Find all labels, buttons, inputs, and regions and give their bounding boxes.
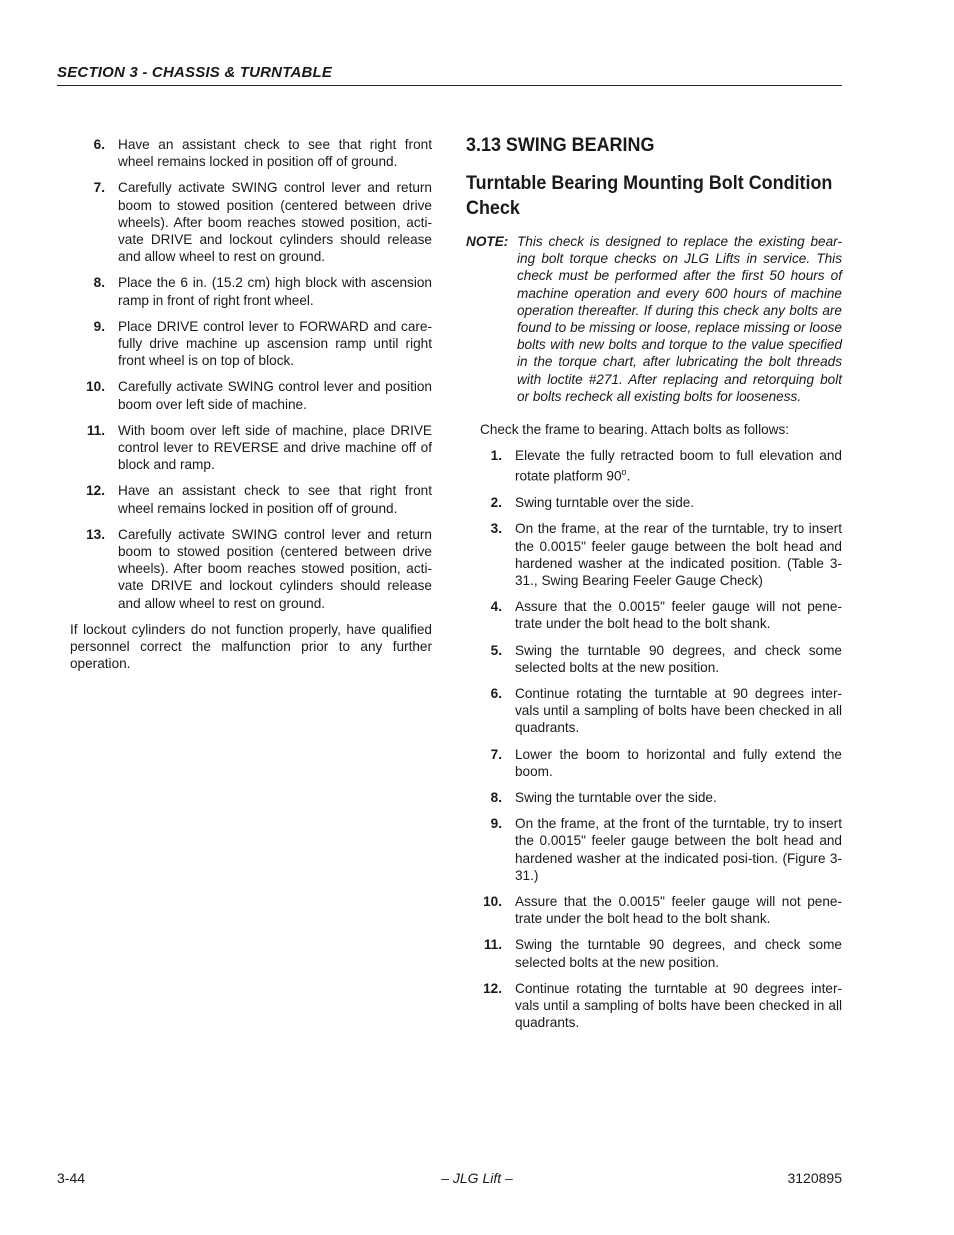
list-item <box>70 482 432 516</box>
step-number: 7. <box>490 746 502 762</box>
intro-text: Check the frame to bearing. Attach bolts as follows: <box>480 422 790 438</box>
page-number: 3-44 <box>57 1170 86 1186</box>
list-item <box>466 893 842 927</box>
step-number: 8. <box>93 275 105 291</box>
closing-paragraph: If lockout cylinders do not function properly, have qualified personnel correct the malfunction prior to any further operation. <box>70 621 432 672</box>
list-item <box>466 520 842 589</box>
step-text: Swing the turntable 90 degrees, and check some selected bolts at the new position. <box>515 937 842 970</box>
list-item <box>70 422 432 474</box>
step-text: Carefully activate SWING control lever and return boom to stowed position (centered between drive wheels). After boom reaches stowed position, acti-vate DRIVE and lockout cylinders should release and allow wheel to rest on ground. <box>118 180 432 265</box>
note-block <box>466 233 842 405</box>
step-text: Swing turntable over the side. <box>515 495 695 511</box>
step-number: 9. <box>490 816 502 832</box>
step-number: 5. <box>490 642 502 658</box>
step-text <box>502 447 842 485</box>
list-item <box>466 815 842 884</box>
step-text: Carefully activate SWING control lever and return boom to stowed position (centered between drive wheels). After boom reaches stowed position, acti-vate DRIVE and lockout cylinders should release and allow wheel to rest on ground. <box>118 526 432 611</box>
left-steps-list <box>70 136 432 612</box>
step-text: Have an assistant check to see that right front wheel remains locked in position off of ground. <box>118 483 432 516</box>
list-item <box>466 980 842 1032</box>
subsection-title: Turntable Bearing Mounting Bolt Condition Check <box>466 172 833 219</box>
step-number: 13. <box>86 526 105 542</box>
note-text: This check is designed to replace the existing bear-ing bolt torque checks on JLG Lifts in service. This check must be performed after the first 50 hours of machine operation and every 600 hours of machine operation thereafter. If during this check any bolts are found to be missing or loose, replace missing or loose bolts with new bolts and torque to the value specified in the torque chart, after lubricating the bolt threads with loctite #271. After replacing and retorquing bolt or bolts recheck all existing bolts for looseness. <box>517 234 842 404</box>
step-text: Carefully activate SWING control lever and position boom over left side of machine. <box>118 379 432 412</box>
step-text: On the frame, at the front of the turntable, try to insert the 0.0015" feeler gauge between the bolt head and hardened washer at the indicated posi-tion. (Figure 3-31.) <box>515 816 842 883</box>
step-text: Have an assistant check to see that right front wheel remains locked in position off of ground. <box>118 137 432 170</box>
step-text-main: Elevate the fully retracted boom to full elevation and rotate platform 90 <box>515 448 842 484</box>
list-item <box>466 494 842 511</box>
step-text-suffix: . <box>626 468 631 484</box>
list-item <box>70 179 432 265</box>
footer-brand: – JLG Lift – <box>441 1170 513 1186</box>
note-label: NOTE: <box>466 234 509 249</box>
step-number: 4. <box>490 599 502 615</box>
step-number: 6. <box>93 137 105 152</box>
step-number: 2. <box>490 495 502 511</box>
step-text: Assure that the 0.0015" feeler gauge will not pene-trate under the bolt head to the bolt shank. <box>515 599 842 632</box>
list-item <box>70 136 432 170</box>
list-item <box>466 936 842 970</box>
step-number: 11. <box>86 422 105 438</box>
left-column <box>70 136 432 672</box>
list-item <box>70 318 432 370</box>
step-number: 10. <box>86 379 105 395</box>
list-item <box>70 378 432 412</box>
step-number: 11. <box>483 937 502 953</box>
step-number: 12. <box>483 980 502 996</box>
step-text: Continue rotating the turntable at 90 degrees inter-vals until a sampling of bolts have been checked in all quadrants. <box>515 980 842 1031</box>
section-header <box>57 64 842 86</box>
list-item <box>466 685 842 737</box>
step-text: With boom over left side of machine, place DRIVE control lever to REVERSE and drive machine off of block and ramp. <box>118 422 432 473</box>
list-item <box>466 598 842 632</box>
list-item <box>466 789 842 806</box>
step-number: 10. <box>483 894 502 910</box>
step-number: 12. <box>86 483 105 499</box>
step-text: Place the 6 in. (15.2 cm) high block with ascension ramp in front of right front wheel. <box>118 275 432 308</box>
step-text: On the frame, at the rear of the turntable, try to insert the 0.0015" feeler gauge between the bolt head and hardened washer at the indicated position. (Table 3-31., Swing Bearing Feeler Gauge Check) <box>515 521 842 588</box>
step-number: 1. <box>490 448 502 464</box>
step-number: 3. <box>490 521 502 537</box>
step-text: Swing the turntable over the side. <box>515 790 717 806</box>
list-item <box>466 642 842 676</box>
list-item <box>70 526 432 612</box>
step-text: Swing the turntable 90 degrees, and check some selected bolts at the new position. <box>515 642 842 675</box>
list-item <box>70 274 432 308</box>
step-number: 6. <box>490 686 502 701</box>
document-number: 3120895 <box>787 1170 842 1186</box>
section-header-text: SECTION 3 - CHASSIS & TURNTABLE <box>57 64 333 81</box>
step-number: 9. <box>93 318 105 334</box>
step-text: Assure that the 0.0015" feeler gauge will not pene-trate under the bolt head to the bolt shank. <box>515 894 842 927</box>
list-item <box>466 447 842 485</box>
step-number: 8. <box>490 790 502 806</box>
section-title: 3.13 SWING BEARING <box>466 134 655 156</box>
right-steps-list <box>466 447 842 1031</box>
step-text: Continue rotating the turntable at 90 degrees inter-vals until a sampling of bolts have been checked in all quadrants. <box>515 686 842 736</box>
right-column <box>466 133 842 1040</box>
step-text: Place DRIVE control lever to FORWARD and care-fully drive machine up ascension ramp until right front wheel is on top of block. <box>118 318 432 369</box>
list-item <box>466 746 842 780</box>
step-text: Lower the boom to horizontal and fully extend the boom. <box>515 746 842 779</box>
degree-superscript: o <box>621 467 627 478</box>
step-number: 7. <box>93 180 105 196</box>
